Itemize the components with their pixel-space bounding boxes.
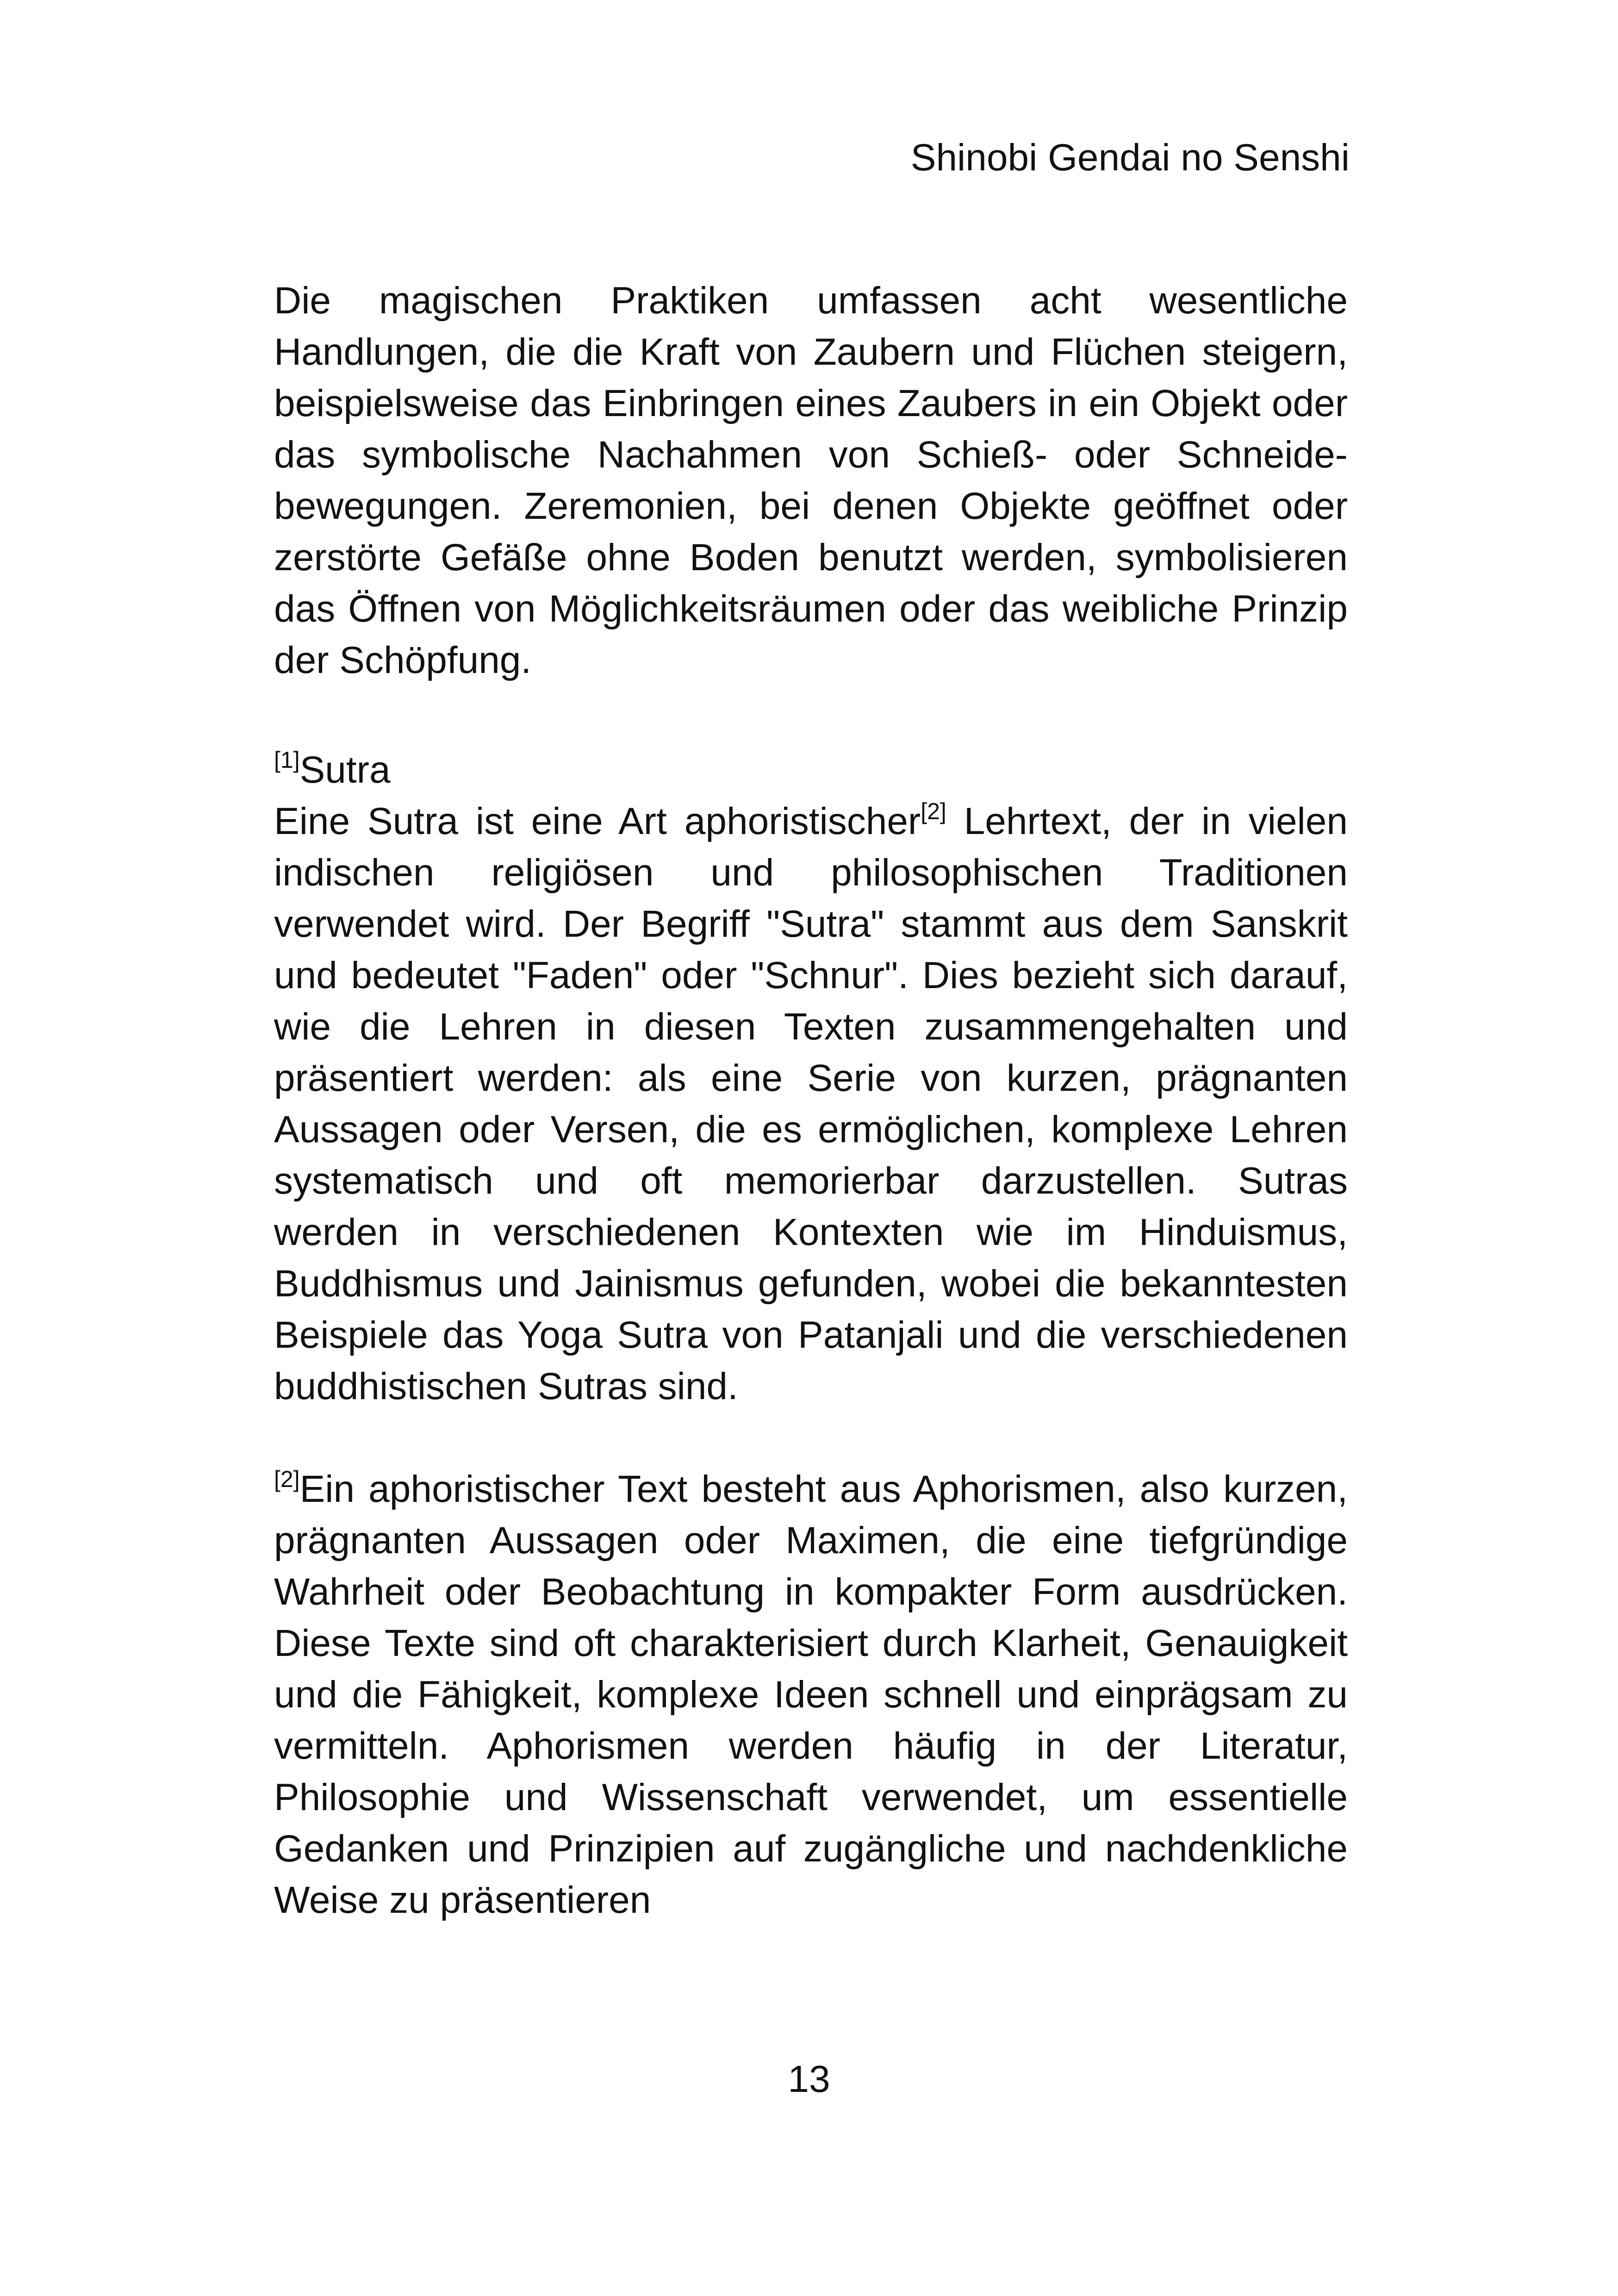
text-line: der Schöpfung. (274, 639, 532, 681)
text-line: zerstörte Gefäße ohne Boden benutzt werden, symbolisieren (274, 536, 1348, 579)
footnote-reference: [2] (921, 798, 946, 824)
text-line: Die magischen Praktiken umfassen acht wesentliche (274, 280, 1348, 322)
text-line: wie die Lehren in diesen Texten zusammengehalten und (274, 1006, 1348, 1048)
text-line: das symbolische Nachahmen von Schieß- oder Schneide- (274, 434, 1348, 476)
text-line: das Öffnen von Möglichkeitsräumen oder das weibliche Prinzip (274, 588, 1348, 630)
text-line: Weise zu präsentieren (274, 1879, 651, 1921)
text-fragment: Lehrtext, der in vielen (946, 800, 1348, 842)
text-line: Handlungen, die die Kraft von Zaubern und Flüchen steigern, (274, 331, 1348, 373)
text-line: Buddhismus und Jainismus gefunden, wobei die bekanntesten (274, 1263, 1348, 1305)
text-line: prägnanten Aussagen oder Maximen, die eine tiefgründige (274, 1519, 1348, 1562)
footnote-term: Sutra (299, 749, 391, 791)
text-line (274, 796, 1348, 847)
page-number: 13 (788, 2058, 830, 2100)
text-line: bewegungen. Zeremonien, bei denen Objekte geöffnet oder (274, 485, 1348, 527)
text-line: präsentiert werden: als eine Serie von kurzen, prägnanten (274, 1057, 1348, 1099)
footnote-aphoristic (274, 1463, 1348, 1926)
text-line: vermitteln. Aphorismen werden häufig in der Literatur, (274, 1725, 1348, 1767)
footnote-marker: [2] (274, 1466, 300, 1492)
text-line: Philosophie und Wissenschaft verwendet, um essentielle (274, 1776, 1348, 1818)
text-line: Gedanken und Prinzipien auf zugängliche und nachdenkliche (274, 1828, 1348, 1870)
footnote-sutra (274, 744, 1348, 1412)
footnote-marker: [1] (274, 747, 300, 773)
text-fragment: Eine Sutra ist eine Art aphoristischer (274, 800, 921, 842)
text-line: verwendet wird. Der Begriff "Sutra" stammt aus dem Sanskrit (274, 903, 1348, 945)
running-header: Shinobi Gendai no Senshi (910, 137, 1350, 179)
footnote-heading (274, 744, 1348, 796)
text-line: Aussagen oder Versen, die es ermöglichen, komplexe Lehren (274, 1108, 1348, 1151)
text-line: und bedeutet "Faden" oder "Schnur". Dies bezieht sich darauf, (274, 954, 1348, 996)
body-paragraph (274, 275, 1348, 686)
text-line: werden in verschiedenen Kontexten wie im Hinduismus, (274, 1211, 1348, 1253)
text-line: Wahrheit oder Beobachtung in kompakter Form ausdrücken. (274, 1571, 1348, 1613)
text-line: buddhistischen Sutras sind. (274, 1365, 738, 1407)
text-line: systematisch und oft memorierbar darzustellen. Sutras (274, 1160, 1348, 1202)
text-line: und die Fähigkeit, komplexe Ideen schnell und einprägsam zu (274, 1674, 1348, 1716)
text-line: Beispiele das Yoga Sutra von Patanjali und die verschiedenen (274, 1314, 1348, 1356)
text-line: beispielsweise das Einbringen eines Zaubers in ein Objekt oder (274, 382, 1348, 424)
text-fragment: Ein aphoristischer Text besteht aus Aphorismen, also kurzen, (299, 1468, 1348, 1510)
text-line: indischen religiösen und philosophischen Traditionen (274, 852, 1348, 894)
text-line: Diese Texte sind oft charakterisiert durch Klarheit, Genauigkeit (274, 1622, 1348, 1664)
text-line (274, 1463, 1348, 1515)
